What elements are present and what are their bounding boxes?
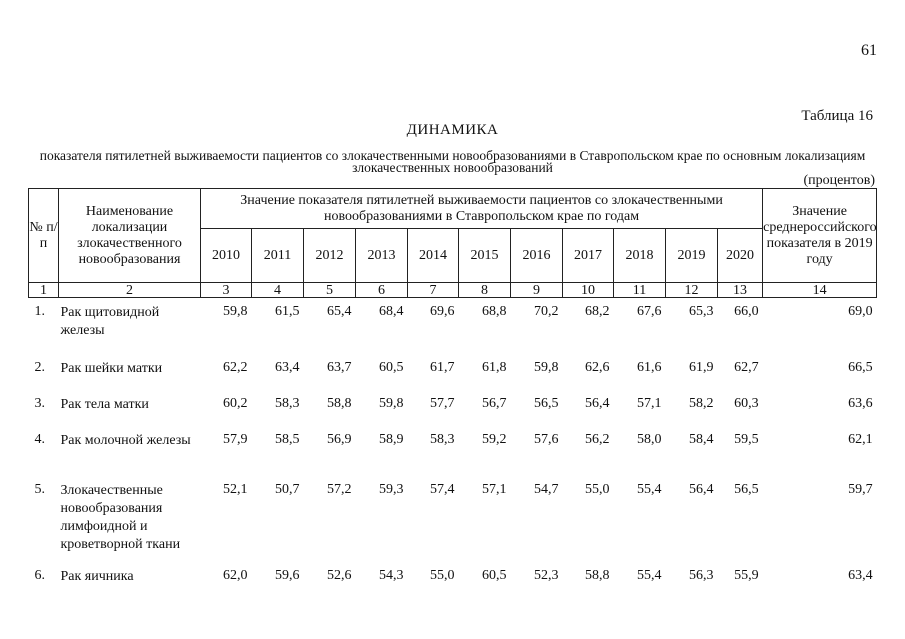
row-number: 5. (34, 481, 45, 497)
value-cell: 56,5 (734, 481, 759, 497)
localization-name: Рак яичника (60, 568, 134, 584)
table-row (29, 298, 877, 354)
header-russian-average: Значение среднероссийского показателя в 2019 году (763, 189, 877, 283)
value-cell: 57,6 (534, 431, 559, 447)
value-cell: 60,5 (482, 567, 507, 583)
value-cell: 60,3 (734, 395, 759, 411)
value-cell: 54,3 (379, 567, 404, 583)
value-cell: 62,7 (734, 359, 759, 375)
column-number: 4 (252, 283, 304, 298)
value-cell: 58,8 (585, 567, 610, 583)
value-cell: 68,4 (379, 304, 404, 319)
value-cell: 57,7 (430, 395, 455, 411)
column-number: 1 (29, 283, 59, 298)
value-cell: 70,2 (534, 304, 559, 319)
value-cell: 56,2 (585, 431, 610, 447)
column-number: 2 (59, 283, 201, 298)
localization-name: Злокачественные новообразования лимфоидной и кроветворной ткани (60, 482, 181, 552)
value-cell: 58,8 (327, 395, 352, 411)
value-cell: 59,6 (275, 567, 300, 583)
value-cell: 56,3 (689, 567, 714, 583)
document-title: ДИНАМИКА (406, 122, 499, 138)
column-number: 9 (511, 283, 563, 298)
value-cell: 68,2 (585, 304, 610, 319)
column-number: 6 (356, 283, 408, 298)
localization-name: Рак тела матки (60, 396, 149, 412)
value-cell: 69,6 (430, 304, 455, 319)
value-cell: 57,2 (327, 481, 352, 497)
value-cell: 58,9 (379, 431, 404, 447)
value-cell: 55,9 (734, 567, 759, 583)
page-number: 61 (861, 42, 877, 59)
document-subtitle: показателя пятилетней выживаемости пациентов со злокачественными новообразованиями в Ставропольском крае по основным локализациям злокачественных новообразований (39, 148, 866, 175)
value-cell: 63,7 (327, 359, 352, 375)
value-cell: 55,4 (637, 567, 662, 583)
header-year-group: Значение показателя пятилетней выживаемости пациентов со злокачественными новообразованиями в Ставропольском крае по годам (201, 189, 763, 229)
header-year: 2017 (563, 229, 614, 283)
value-cell: 57,1 (637, 395, 662, 411)
value-cell: 58,0 (637, 431, 662, 447)
value-cell: 67,6 (637, 304, 662, 319)
value-cell: 56,7 (482, 395, 507, 411)
header-year: 2018 (614, 229, 666, 283)
value-cell: 59,8 (223, 304, 248, 319)
value-cell: 57,1 (482, 481, 507, 497)
value-cell: 56,9 (327, 431, 352, 447)
value-cell: 52,1 (223, 481, 248, 497)
table-label: Таблица 16 (801, 108, 873, 124)
russian-average-value: 59,7 (848, 481, 873, 497)
value-cell: 50,7 (275, 481, 300, 497)
header-year: 2010 (201, 229, 252, 283)
row-number: 4. (34, 431, 45, 447)
value-cell: 59,2 (482, 431, 507, 447)
value-cell: 65,4 (327, 304, 352, 319)
column-number: 14 (763, 283, 877, 298)
russian-average-value: 62,1 (848, 431, 873, 447)
header-year: 2014 (408, 229, 459, 283)
column-number: 10 (563, 283, 614, 298)
value-cell: 56,5 (534, 395, 559, 411)
value-cell: 55,0 (585, 481, 610, 497)
value-cell: 60,5 (379, 359, 404, 375)
localization-name: Рак щитовидной железы (60, 305, 160, 338)
value-cell: 55,4 (637, 481, 662, 497)
column-number: 11 (614, 283, 666, 298)
value-cell: 62,6 (585, 359, 610, 375)
value-cell: 58,3 (275, 395, 300, 411)
russian-average-value: 69,0 (848, 304, 873, 319)
column-number: 5 (304, 283, 356, 298)
column-number: 8 (459, 283, 511, 298)
value-cell: 59,8 (379, 395, 404, 411)
column-number: 13 (718, 283, 763, 298)
column-number: 12 (666, 283, 718, 298)
value-cell: 62,2 (223, 359, 248, 375)
value-cell: 56,4 (689, 481, 714, 497)
column-number: 7 (408, 283, 459, 298)
header-number: № п/п (29, 189, 59, 283)
value-cell: 52,3 (534, 567, 559, 583)
row-number: 3. (34, 395, 45, 411)
value-cell: 63,4 (275, 359, 300, 375)
column-number: 3 (201, 283, 252, 298)
localization-name: Рак молочной железы (60, 432, 191, 448)
header-year: 2015 (459, 229, 511, 283)
value-cell: 62,0 (223, 567, 248, 583)
survival-table (28, 188, 877, 602)
header-year: 2013 (356, 229, 408, 283)
value-cell: 59,3 (379, 481, 404, 497)
header-year: 2011 (252, 229, 304, 283)
header-year: 2016 (511, 229, 563, 283)
row-number: 1. (34, 304, 45, 319)
value-cell: 58,3 (430, 431, 455, 447)
header-year: 2020 (718, 229, 763, 283)
value-cell: 61,8 (482, 359, 507, 375)
units-label: (процентов) (803, 173, 875, 188)
header-year: 2012 (304, 229, 356, 283)
row-number: 2. (34, 359, 45, 375)
value-cell: 58,5 (275, 431, 300, 447)
russian-average-value: 63,4 (848, 567, 873, 583)
localization-name: Рак шейки матки (60, 360, 163, 376)
value-cell: 52,6 (327, 567, 352, 583)
value-cell: 58,4 (689, 431, 714, 447)
table-row (29, 354, 877, 390)
table-row (29, 562, 877, 602)
value-cell: 56,4 (585, 395, 610, 411)
value-cell: 65,3 (689, 304, 714, 319)
value-cell: 61,5 (275, 304, 300, 319)
value-cell: 55,0 (430, 567, 455, 583)
table-row (29, 426, 877, 476)
row-number: 6. (34, 567, 45, 583)
value-cell: 60,2 (223, 395, 248, 411)
value-cell: 61,7 (430, 359, 455, 375)
value-cell: 57,4 (430, 481, 455, 497)
value-cell: 59,5 (734, 431, 759, 447)
header-year: 2019 (666, 229, 718, 283)
value-cell: 57,9 (223, 431, 248, 447)
russian-average-value: 66,5 (848, 359, 873, 375)
value-cell: 61,6 (637, 359, 662, 375)
value-cell: 54,7 (534, 481, 559, 497)
value-cell: 59,8 (534, 359, 559, 375)
value-cell: 61,9 (689, 359, 714, 375)
header-localization: Наименование локализации злокачественного новообразования (59, 189, 201, 283)
value-cell: 58,2 (689, 395, 714, 411)
russian-average-value: 63,6 (848, 395, 873, 411)
value-cell: 68,8 (482, 304, 507, 319)
table-row (29, 390, 877, 426)
value-cell: 66,0 (734, 304, 759, 319)
table-row (29, 476, 877, 562)
